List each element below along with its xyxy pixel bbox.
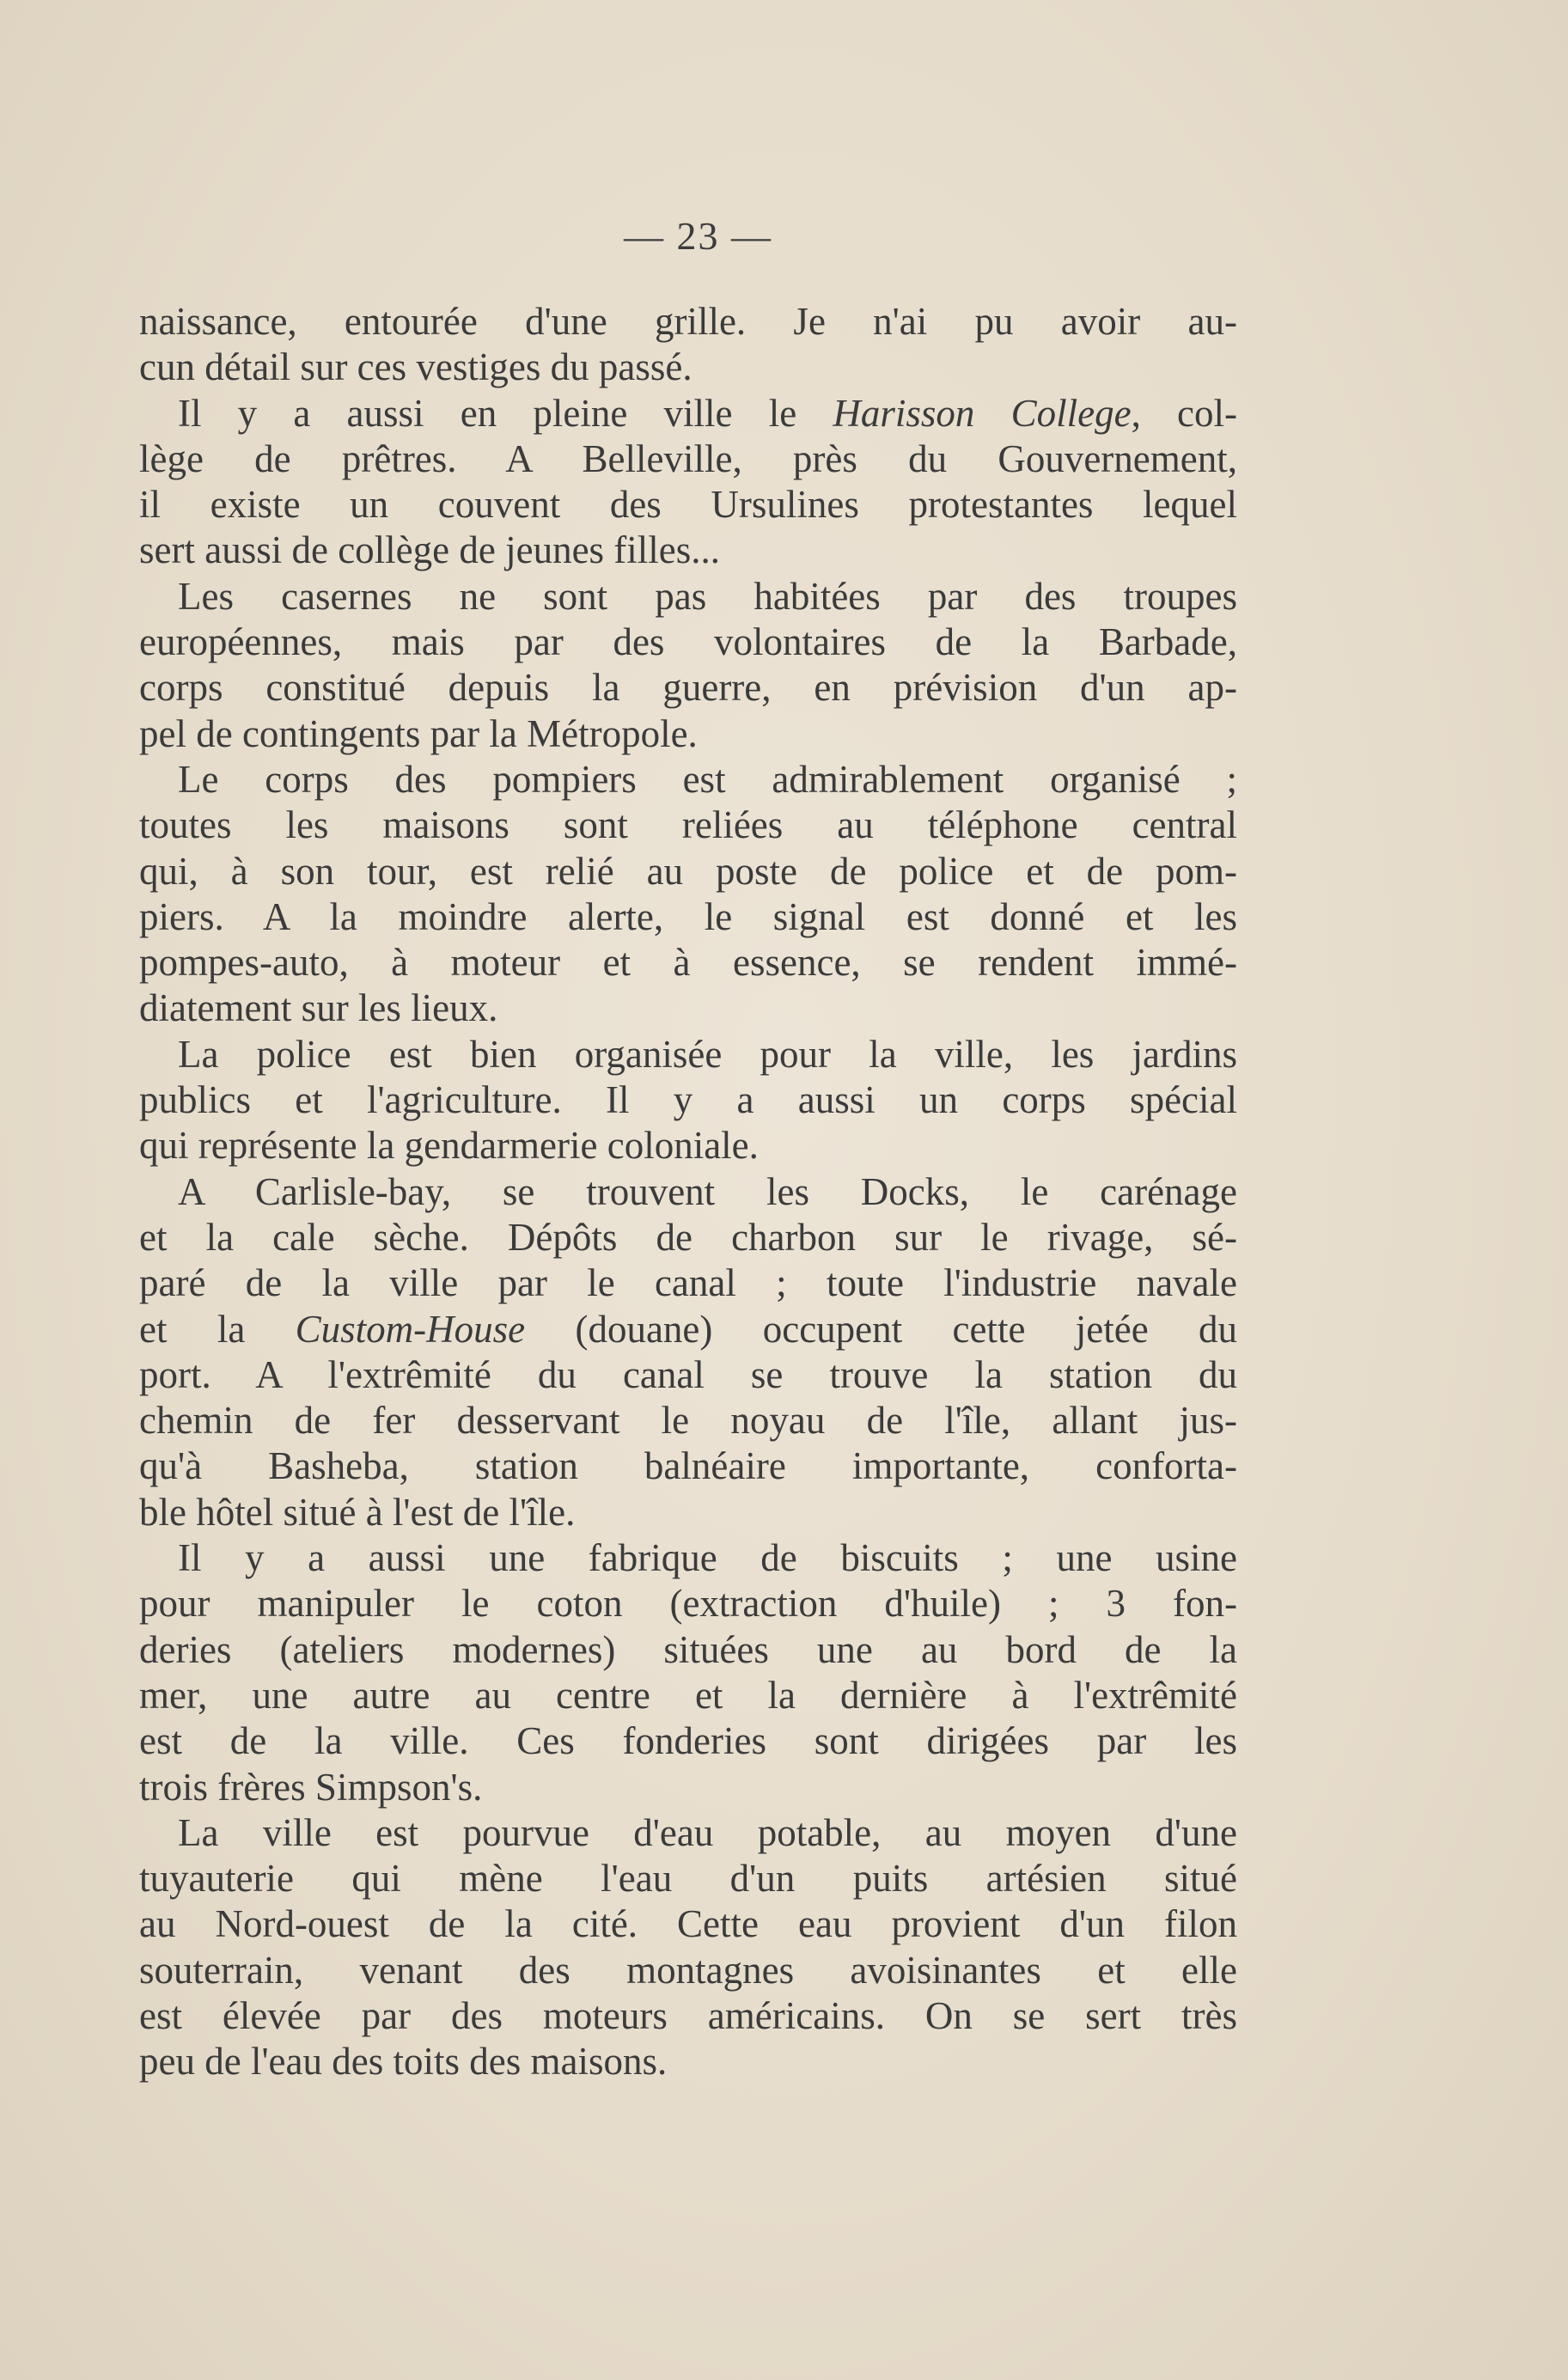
text-line: toutes les maisons sont reliées au téléphone central [139,803,1237,847]
text-line: peu de l'eau des toits des maisons. [139,2040,668,2084]
text-line: corps constitué depuis la guerre, en prévision d'un ap- [139,666,1237,710]
text-line: qui, à son tour, est relié au poste de police et de pom- [139,849,1237,893]
text-line [139,1307,1237,1352]
text-line: mer, une autre au centre et la dernière à l'extrêmité [139,1673,1237,1717]
text-segment: (douane) occupent cette jetée du [525,1307,1238,1351]
text-line: Les casernes ne sont pas habitées par des troupes [178,574,1237,618]
text-line: il existe un couvent des Ursulines protestantes lequel [139,483,1237,527]
text-line: qui représente la gendarmerie coloniale. [139,1124,759,1168]
text-line: publics et l'agriculture. Il y a aussi un corps spécial [139,1078,1237,1122]
text-line: tuyauterie qui mène l'eau d'un puits artésien situé [139,1857,1237,1901]
body-text [139,299,1237,2085]
text-line: ble hôtel situé à l'est de l'île. [139,1490,576,1534]
text-line: lège de prêtres. A Belleville, près du Gouvernement, [139,436,1237,480]
text-line: La police est bien organisée pour la ville, les jardins [178,1032,1237,1076]
text-segment: , col- [1131,391,1237,435]
text-line: européennes, mais par des volontaires de la Barbade, [139,620,1237,664]
text-line: trois frères Simpson's. [139,1765,483,1809]
text-line: est élevée par des moteurs américains. On se sert très [139,1993,1237,2037]
text-line: pompes-auto, à moteur et à essence, se rendent immé- [139,941,1237,985]
text-line: La ville est pourvue d'eau potable, au moyen d'une [178,1810,1237,1854]
text-line: qu'à Basheba, station balnéaire importante, conforta- [139,1444,1237,1488]
text-line: est de la ville. Ces fonderies sont dirigées par les [139,1719,1237,1763]
italic-title: Custom-House [295,1307,526,1351]
text-line: A Carlisle-bay, se trouvent les Docks, le carénage [178,1169,1237,1213]
text-line: au Nord-ouest de la cité. Cette eau provient d'un filon [139,1902,1237,1946]
text-line: cun détail sur ces vestiges du passé. [139,345,692,389]
text-line: pour manipuler le coton (extraction d'huile) ; 3 fon- [139,1582,1237,1626]
text-line: port. A l'extrêmité du canal se trouve la station du [139,1352,1237,1396]
text-line: deries (ateliers modernes) situées une au bord de la [139,1627,1237,1671]
text-line: chemin de fer desservant le noyau de l'île, allant jus- [139,1399,1237,1443]
text-line: et la cale sèche. Dépôts de charbon sur le rivage, sé- [139,1215,1237,1259]
text-segment: Il y a aussi en pleine ville le [178,391,833,435]
text-line: paré de la ville par le canal ; toute l'industrie navale [139,1261,1237,1305]
text-line: sert aussi de collège de jeunes filles... [139,528,721,572]
text-line: piers. A la moindre alerte, le signal est donné et les [139,894,1237,938]
text-line: Le corps des pompiers est admirablement organisé ; [178,757,1237,801]
italic-title: Harisson College [833,391,1132,435]
text-line: pel de contingents par la Métropole. [139,711,698,755]
text-line: diatement sur les lieux. [139,986,498,1030]
text-line [139,391,1237,436]
text-line: souterrain, venant des montagnes avoisinantes et elle [139,1948,1237,1992]
text-segment: et la [139,1307,296,1351]
text-line: naissance, entourée d'une grille. Je n'ai pu avoir au- [139,300,1237,343]
page-number: — 23 — [624,214,772,258]
text-line: Il y a aussi une fabrique de biscuits ; une usine [178,1536,1237,1580]
